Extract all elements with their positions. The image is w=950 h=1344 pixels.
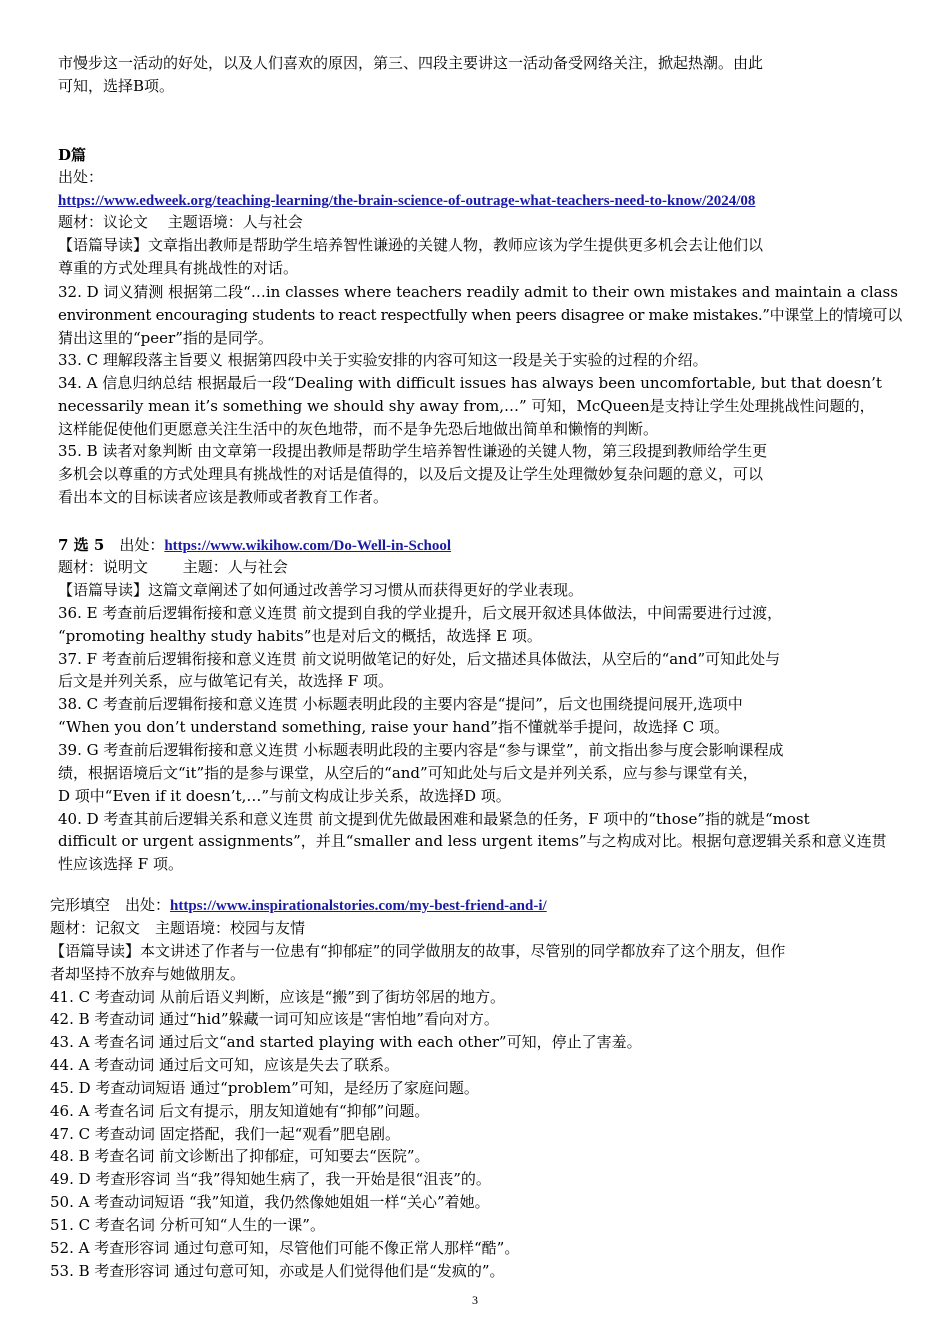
seven-title: 7 选 5 [58, 536, 105, 554]
seven-line: 性应该选择 F 项。 [58, 855, 183, 873]
cloze-line: 51. C 考查名词 分析可知“人生的一课”。 [50, 1216, 325, 1234]
sectionD-title: D篇 [58, 146, 87, 164]
sectionD-line: 35. B 读者对象判断 由文章第一段提出教师是帮助学生培养智性谦逊的关键人物，第三段提到教师给学生更 [58, 442, 768, 460]
seven-line: 后文是并列关系，应与做笔记有关，故选择 F 项。 [58, 672, 393, 690]
cloze-line: 49. D 考查形容词 当“我”得知她生病了，我一开始是很“沮丧”的。 [50, 1170, 491, 1188]
cloze-title: 完形填空 [50, 896, 111, 914]
seven-line: “When you don’t understand something, raise your hand”指不懂就举手提问，故选择 C 项。 [58, 718, 729, 736]
sectionD-line: 看出本文的目标读者应该是教师或者教育工作者。 [58, 488, 389, 506]
cloze-line: 45. D 考查动词短语 通过“problem”可知，是经历了家庭问题。 [50, 1079, 479, 1097]
seven-line: 36. E 考查前后逻辑衔接和意义连贯 前文提到自我的学业提升，后文展开叙述具体做法，中间需要进行过渡， [58, 604, 783, 622]
sectionD-line: 这样能促使他们更愿意关注生活中的灰色地带，而不是争先恐后地做出简单和懒惰的判断。 [58, 420, 659, 438]
sectionD-line: 【语篇导读】文章指出教师是帮助学生培养智性谦逊的关键人物，教师应该为学生提供更多机会去让他们以 [58, 236, 764, 254]
seven-line: 39. G 考查前后逻辑衔接和意义连贯 小标题表明此段的主要内容是“参与课堂”，前文指出参与度会影响课程成 [58, 741, 784, 759]
cloze-line: 50. A 考查动词短语 “我”知道，我仍然像她姐姐一样“关心”着她。 [50, 1193, 490, 1211]
seven-source-label: 出处： [104, 536, 165, 554]
seven-line: “promoting healthy study habits”也是对后文的概括，故选择 E 项。 [58, 627, 542, 645]
cloze-line: 47. C 考查动词 固定搭配，我们一起“观看”肥皂剧。 [50, 1125, 400, 1143]
cloze-line: 46. A 考查名词 后文有提示，朋友知道她有“抑郁”问题。 [50, 1102, 430, 1120]
sectionD-source-link[interactable]: https://www.edweek.org/teaching-learning/the-brain-science-of-outrage-what-teachers-need-to-know/2024/08 [58, 193, 756, 209]
cloze-source-label: 出处： [110, 896, 171, 914]
sectionC-line: 市慢步这一活动的好处，以及人们喜欢的原因，第三、四段主要讲这一活动备受网络关注，掀起热潮。由此 [58, 54, 764, 72]
sectionD-line: necessarily mean it’s something we should shy away from,…” 可知，McQueen是支持让学生处理挑战性问题的， [58, 397, 875, 415]
seven-genre: 题材：说明文 主题：人与社会 [58, 558, 288, 576]
sectionD-genre: 题材：议论文 主题语境：人与社会 [58, 213, 303, 231]
sectionD-line: 32. D 词义猜测 根据第二段“…in classes where teachers readily admit to their own mistakes and maintain a class [58, 283, 898, 301]
cloze-line: 53. B 考查形容词 通过句意可知，亦或是人们觉得他们是“发疯的”。 [50, 1262, 505, 1280]
seven-source-link[interactable]: https://www.wikihow.com/Do-Well-in-School [164, 538, 452, 554]
seven-line: 绩，根据语境后文“it”指的是参与课堂，从空后的“and”可知此处与后文是并列关系，应与参与课堂有关， [58, 764, 758, 782]
sectionD-line: 33. C 理解段落主旨要义 根据第四段中关于实验安排的内容可知这一段是关于实验的过程的介绍。 [58, 351, 708, 369]
seven-line: 37. F 考查前后逻辑衔接和意义连贯 前文说明做笔记的好处，后文描述具体做法，从空后的“and”可知此处与 [58, 650, 781, 668]
cloze-line: 43. A 考查名词 通过后文“and started playing with each other”可知，停止了害羞。 [50, 1033, 642, 1051]
cloze-line: 【语篇导读】本文讲述了作者与一位患有“抑郁症”的同学做朋友的故事，尽管别的同学都放弃了这个朋友，但作 [50, 942, 786, 960]
sectionD-line: 多机会以尊重的方式处理具有挑战性的对话是值得的，以及后文提及让学生处理微妙复杂问题的意义，可以 [58, 465, 764, 483]
page-number: 3 [472, 1293, 478, 1307]
cloze-line: 42. B 考查动词 通过“hid”躲藏一词可知应该是“害怕地”看向对方。 [50, 1010, 499, 1028]
cloze-source-link[interactable]: https://www.inspirationalstories.com/my-best-friend-and-i/ [170, 898, 547, 914]
seven-line: 【语篇导读】这篇文章阐述了如何通过改善学习习惯从而获得更好的学业表现。 [58, 581, 584, 599]
cloze-line: 44. A 考查动词 通过后文可知，应该是失去了联系。 [50, 1056, 399, 1074]
cloze-line: 48. B 考查名词 前文诊断出了抑郁症，可知要去“医院”。 [50, 1147, 430, 1165]
seven-line: difficult or urgent assignments”，并且“smaller and less urgent items”与之构成对比。根据句意逻辑关系和意义连贯 [58, 832, 887, 850]
cloze-line: 52. A 考查形容词 通过句意可知，尽管他们可能不像正常人那样“酷”。 [50, 1239, 520, 1257]
sectionD-source-label: 出处： [58, 168, 104, 186]
sectionD-line: environment encouraging students to react respectfully when peers disagree or make mistakes.”中课堂上的情境可以 [58, 306, 902, 324]
seven-line: 40. D 考查其前后逻辑关系和意义连贯 前文提到优先做最困难和最紧急的任务，F 项中的“those”指的就是“most [58, 810, 810, 828]
sectionD-line: 猜出这里的“peer”指的是同学。 [58, 329, 273, 347]
sectionD-line: 34. A 信息归纳总结 根据最后一段“Dealing with difficult issues has always been uncomfortable, but that doesn’t [58, 374, 882, 392]
sectionD-line: 尊重的方式处理具有挑战性的对话。 [58, 259, 299, 277]
seven-line: D 项中“Even if it doesn’t,…”与前文构成让步关系，故选择D 项。 [58, 787, 511, 805]
sectionD-source-link-row [58, 189, 755, 212]
cloze-header [50, 894, 547, 917]
cloze-line: 41. C 考查动词 从前后语义判断，应该是“搬”到了街坊邻居的地方。 [50, 988, 505, 1006]
cloze-genre: 题材：记叙文 主题语境：校园与友情 [50, 919, 306, 937]
seven-line: 38. C 考查前后逻辑衔接和意义连贯 小标题表明此段的主要内容是“提问”，后文也围绕提问展开,选项中 [58, 695, 743, 713]
cloze-line: 者却坚持不放弃与她做朋友。 [50, 965, 246, 983]
seven-header [58, 534, 451, 557]
sectionC-line: 可知，选择B项。 [58, 77, 175, 95]
